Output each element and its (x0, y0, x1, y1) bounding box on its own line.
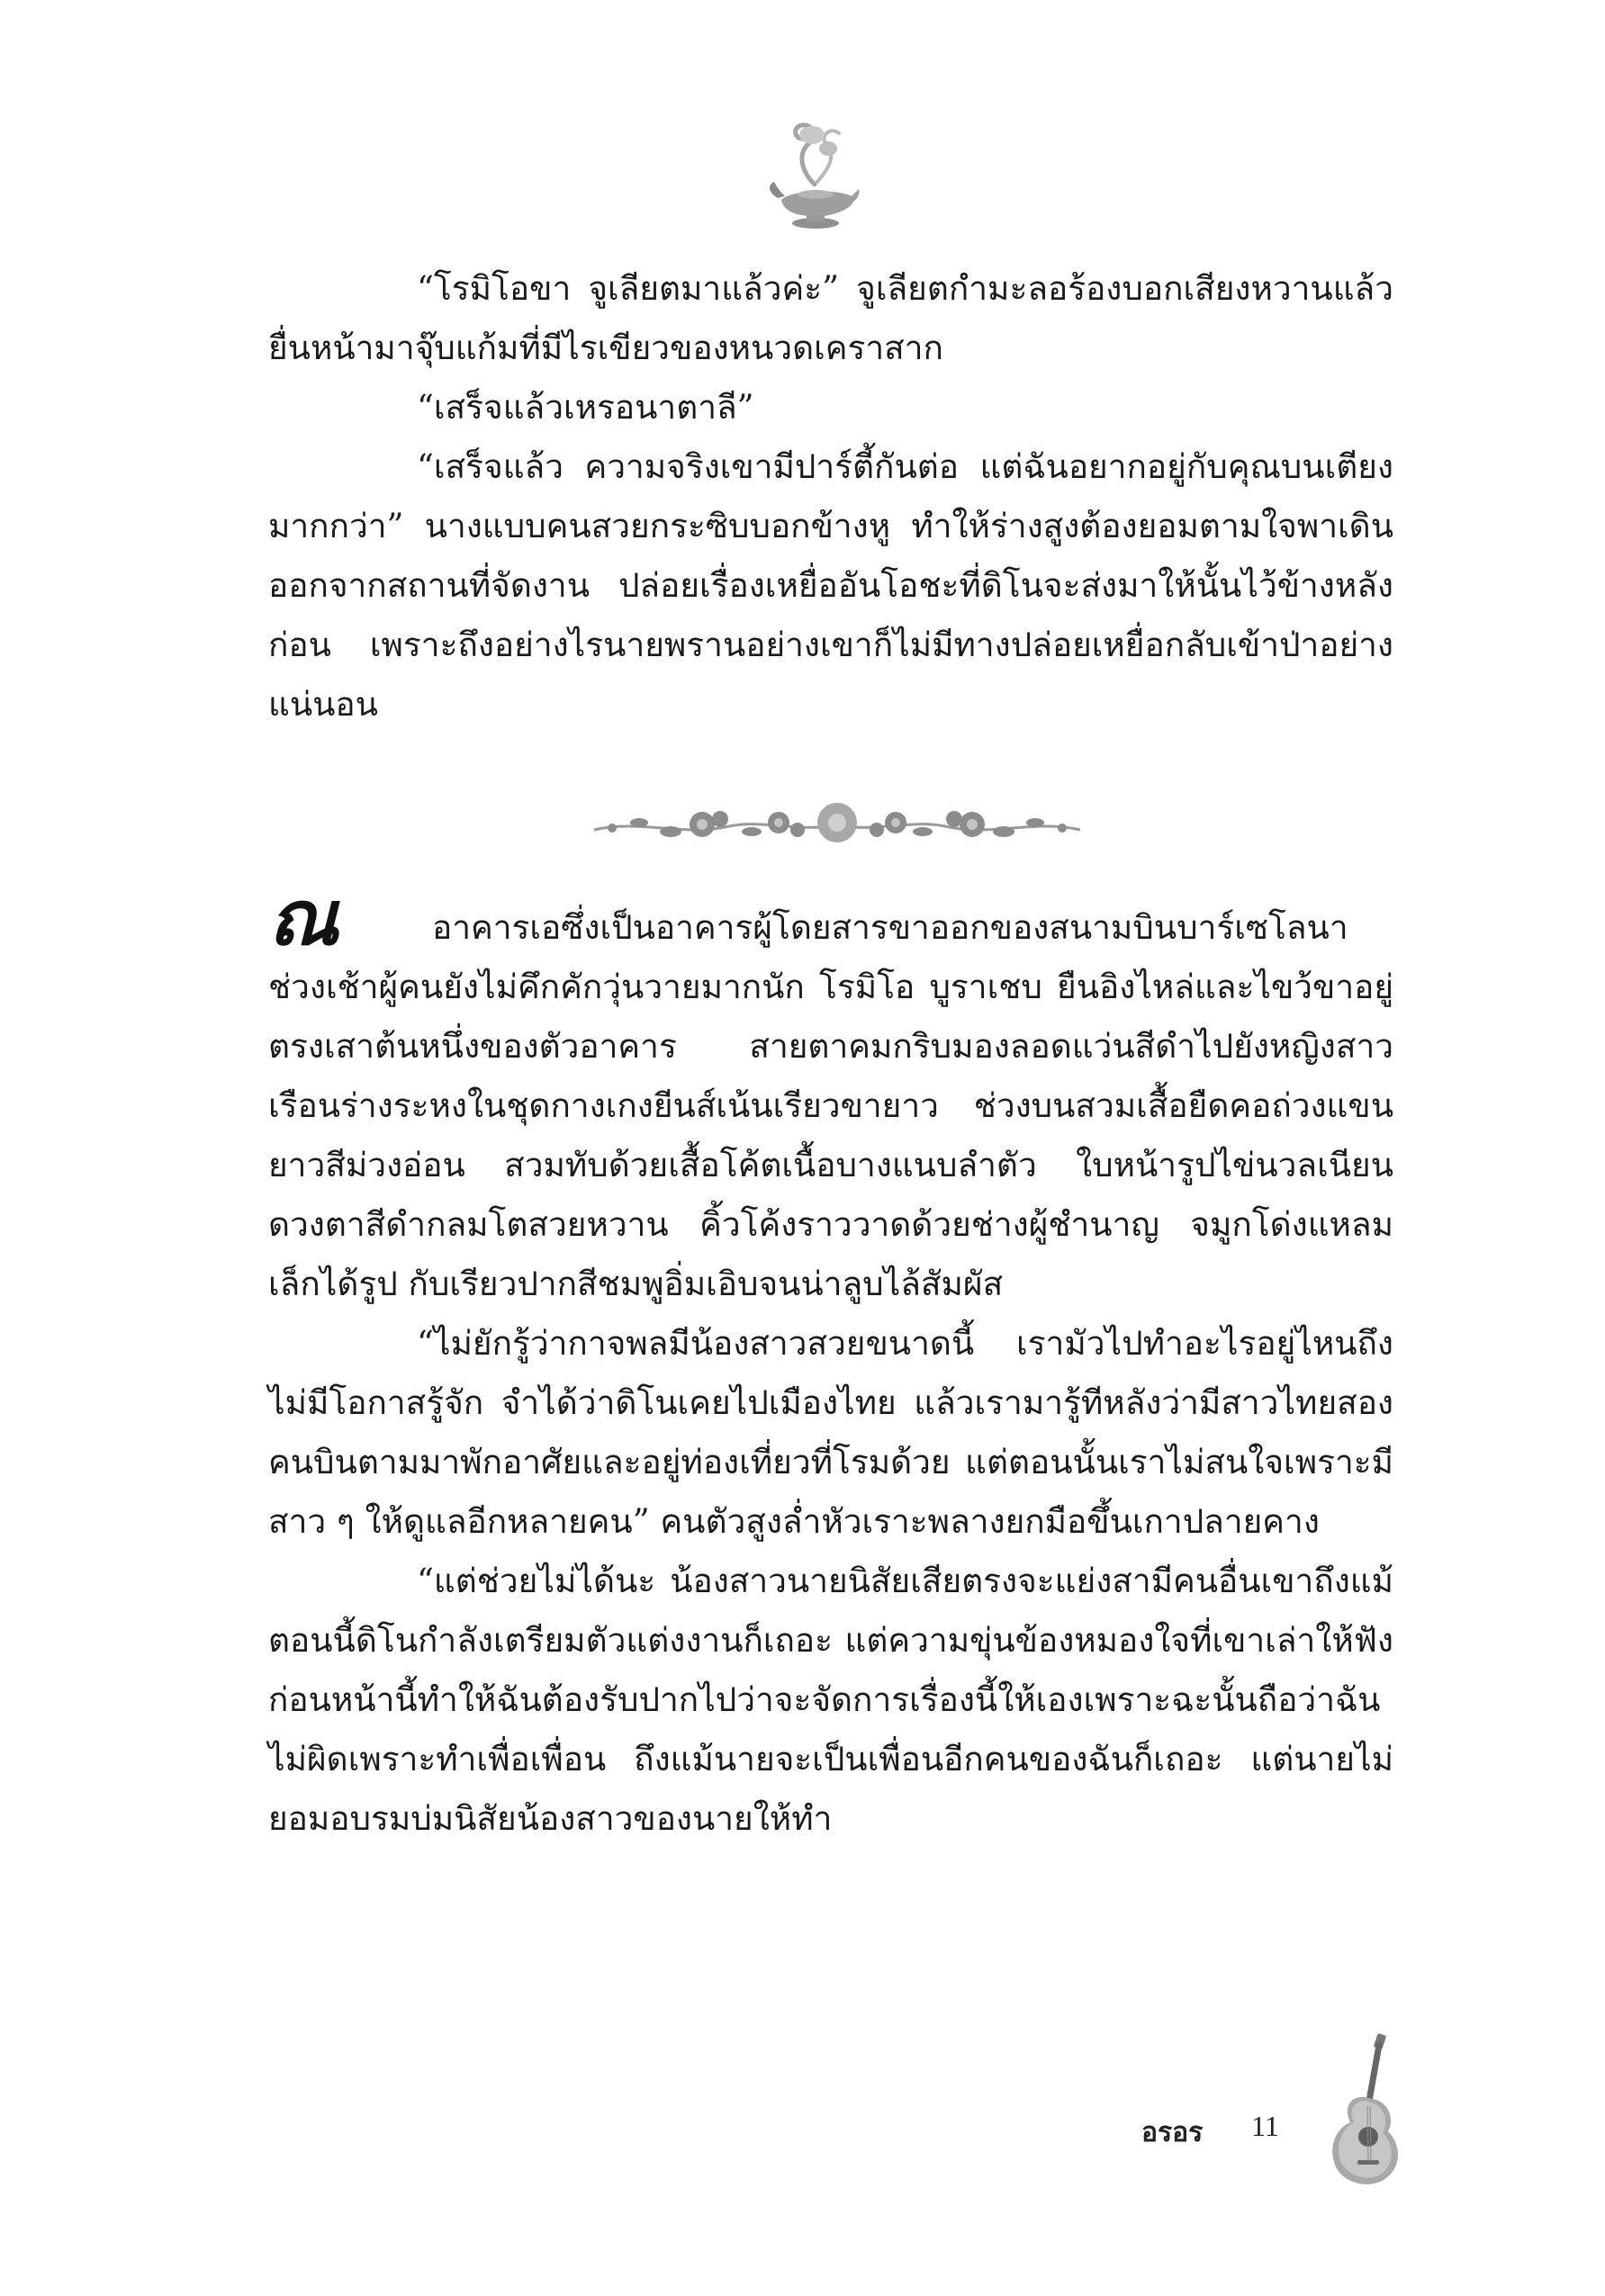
author-name: อรอร (1141, 2117, 1204, 2148)
paragraph: “เสร็จแล้วเหรอนาตาลี” (417, 388, 754, 427)
paragraph: “เสร็จแล้ว ความจริงเขามีปาร์ตี้กันต่อ แต่ฉันอยากอยู่กับคุณบนเตียงมากกว่า” นางแบบคนสวยกระซิบบอกข้างหู ทำให้ร่างสูงต้องยอมตามใจพาเดินออกจากสถานที่จัดงาน ปล่อยเรื่องเหยื่ออันโอชะที่ดิโนจะส่งมาให้นั้นไว้ข้างหลังก่อน เพราะถึงอย่างไรนายพรานอย่างเขาก็ไม่มีทางปล่อยเหยื่อกลับเข้าป่าอย่างแน่นอน (268, 447, 1393, 724)
floral-divider-icon (585, 792, 1089, 855)
guitar-icon (1316, 2025, 1415, 2196)
paragraph: “โรมิโอขา จูเลียตมาแล้วค่ะ” จูเลียตกำมะลอร้องบอกเสียงหวานแล้วยื่นหน้ามาจุ๊บแก้มที่มีไรเขียวของหนวดเคราสาก (268, 269, 1393, 367)
page-number: 11 (1251, 2110, 1279, 2142)
paragraph-with-drop-cap (268, 873, 1393, 1314)
paragraph: “แต่ช่วยไม่ได้นะ น้องสาวนายนิสัยเสียตรงจะแย่งสามีคนอื่นเขาถึงแม้ตอนนี้ดิโนกำลังเตรียมตัวแต่งงานก็เถอะ แต่ความขุ่นข้องหมองใจที่เขาเล่าให้ฟังก่อนหน้านี้ทำให้ฉันต้องรับปากไปว่าจะจัดการเรื่องนี้ให้เองเพราะฉะนั้นถือว่าฉันไม่ผิดเพราะทำเพื่อเพื่อน ถึงแม้นายจะเป็นเพื่อนอีกคนของฉันก็เถอะ แต่นายไม่ยอมอบรมบ่มนิสัยน้องสาวของนายให้ทำ (268, 1562, 1393, 1838)
paragraph-text: อาคารเอซึ่งเป็นอาคารผู้โดยสารขาออกของสนามบินบาร์เซโลนา ช่วงเช้าผู้คนยังไม่คึกคักวุ่นวายมากนัก โรมิโอ บูราเชบ ยืนอิงไหล่และไขว้ขาอยู่ตรงเสาต้นหนึ่งของตัวอาคาร สายตาคมกริบมองลอดแว่นสีดำไปยังหญิงสาวเรือนร่างระหงในชุดกางเกงยีนส์เน้นเรียวขายาว ช่วงบนสวมเสื้อยืดคอถ่วงแขนยาวสีม่วงอ่อน สวมทับด้วยเสื้อโค้ตเนื้อบางแนบลำตัว ใบหน้ารูปไข่นวลเนียน ดวงตาสีดำกลมโตสวยหวาน คิ้วโค้งราววาดด้วยช่างผู้ชำนาญ จมูกโด่งแหลมเล็กได้รูป กับเรียวปากสีชมพูอิ่มเอิบจนน่าลูบไล้สัมผัส (268, 908, 1393, 1303)
page-footer (0, 2106, 1605, 2178)
text-section-1 (268, 259, 1393, 734)
drop-cap: ณ (268, 873, 338, 962)
text-section-2 (268, 873, 1393, 1849)
lamp-ornament-icon (765, 99, 864, 234)
paragraph: “ไม่ยักรู้ว่ากาจพลมีน้องสาวสวยขนาดนี้ เรามัวไปทำอะไรอยู่ไหนถึงไม่มีโอกาสรู้จัก จำได้ว่าดิโนเคยไปเมืองไทย แล้วเรามารู้ทีหลังว่ามีสาวไทยสองคนบินตามมาพักอาศัยและอยู่ท่องเที่ยวที่โรมด้วย แต่ตอนนั้นเราไม่สนใจเพราะมีสาว ๆ ให้ดูแลอีกหลายคน” คนตัวสูงล่ำหัวเราะพลางยกมือขึ้นเกาปลายคาง (268, 1324, 1393, 1541)
